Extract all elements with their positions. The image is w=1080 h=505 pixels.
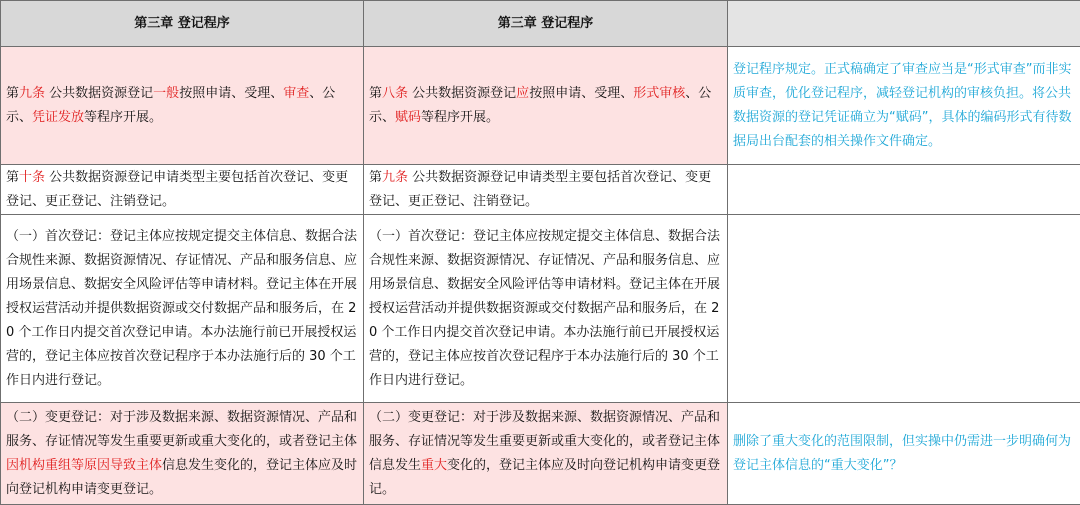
text-run: 变化的，登记主体应及时向登记机构申请变更登记。 [369,458,720,497]
cell-note [728,165,1080,215]
cell-note: 登记程序规定。正式稿确定了审查应当是“形式审查”而非实质审查，优化登记程序，减轻登记机构的审核负担。将公共数据资源的登记凭证确立为“赋码”，具体的编码形式有待数据局出台配套的相关操作文件确定。 [728,47,1080,165]
header-notes [728,1,1080,47]
text-run: 按照申请、受理、 [529,86,633,101]
text-run: 等程序开展。 [84,110,162,125]
text-run: 、公示、 [6,86,335,125]
table-row [1,403,1080,505]
text-run: 等程序开展。 [421,110,499,125]
table-row [1,215,1080,403]
text-run: 第 [6,170,19,185]
highlighted-change: 赋码 [395,110,421,125]
table-row [1,47,1080,165]
text-run: 公共数据资源登记 [408,86,516,101]
highlighted-change: 形式审核 [633,86,685,101]
highlighted-change: 应 [516,86,529,101]
highlighted-change: 九条 [19,86,45,101]
text-run: 公共数据资源登记申请类型主要包括首次登记、变更登记、更正登记、注销登记。 [369,170,711,209]
cell-original [1,215,364,403]
highlighted-change: 一般 [153,86,179,101]
table-row [1,165,1080,215]
highlighted-change: 审查 [283,86,309,101]
text-run: 第 [369,86,382,101]
highlighted-change: 八条 [382,86,408,101]
header-original: 第三章 登记程序 [1,1,364,47]
text-run: 、公示、 [369,86,711,125]
text-run: （一）首次登记：登记主体应按规定提交主体信息、数据合法合规性来源、数据资源情况、存证情况、产品和服务信息、应用场景信息、数据安全风险评估等申请材料。登记主体在开展授权运营活动并提供数据资源或交付数据产品和服务后，在 20 个工作日内提交首次登记申请。本办法施行前已开展授权运营的，登记主体应按首次登记程序于本办法施行后的 30 个工作日内进行登记。 [6,229,357,388]
cell-original [1,47,364,165]
text-run: （一）首次登记：登记主体应按规定提交主体信息、数据合法合规性来源、数据资源情况、存证情况、产品和服务信息、应用场景信息、数据安全风险评估等申请材料。登记主体在开展授权运营活动并提供数据资源或交付数据产品和服务后，在 20 个工作日内提交首次登记申请。本办法施行前已开展授权运营的，登记主体应按首次登记程序于本办法施行后的 30 个工作日内进行登记。 [369,229,720,388]
cell-original [1,165,364,215]
highlighted-change: 因机构重组等原因导致主体 [6,458,162,473]
cell-revised [364,215,728,403]
text-run: 信息发生变化的，登记主体应及时向登记机构申请变更登记。 [6,458,357,497]
cell-original [1,403,364,505]
highlighted-change: 凭证发放 [32,110,84,125]
cell-note: 删除了重大变化的范围限制，但实操中仍需进一步明确何为登记主体信息的“重大变化”？ [728,403,1080,505]
text-run: 第 [6,86,19,101]
cell-revised [364,47,728,165]
text-run: （二）变更登记：对于涉及数据来源、数据资源情况、产品和服务、存证情况等发生重要更新或重大变化的，或者登记主体信息发生 [369,410,720,473]
cell-note [728,215,1080,403]
highlighted-change: 九条 [382,170,408,185]
text-run: 第 [369,170,382,185]
cell-revised [364,403,728,505]
text-run: 公共数据资源登记 [45,86,153,101]
cell-revised [364,165,728,215]
text-run: （二）变更登记：对于涉及数据来源、数据资源情况、产品和服务、存证情况等发生重要更新或重大变化的，或者登记主体 [6,410,357,449]
text-run: 按照申请、受理、 [179,86,283,101]
highlighted-change: 重大 [421,458,447,473]
header-revised: 第三章 登记程序 [364,1,728,47]
header-row [1,1,1080,47]
text-run: 公共数据资源登记申请类型主要包括首次登记、变更登记、更正登记、注销登记。 [6,170,348,209]
highlighted-change: 十条 [19,170,45,185]
